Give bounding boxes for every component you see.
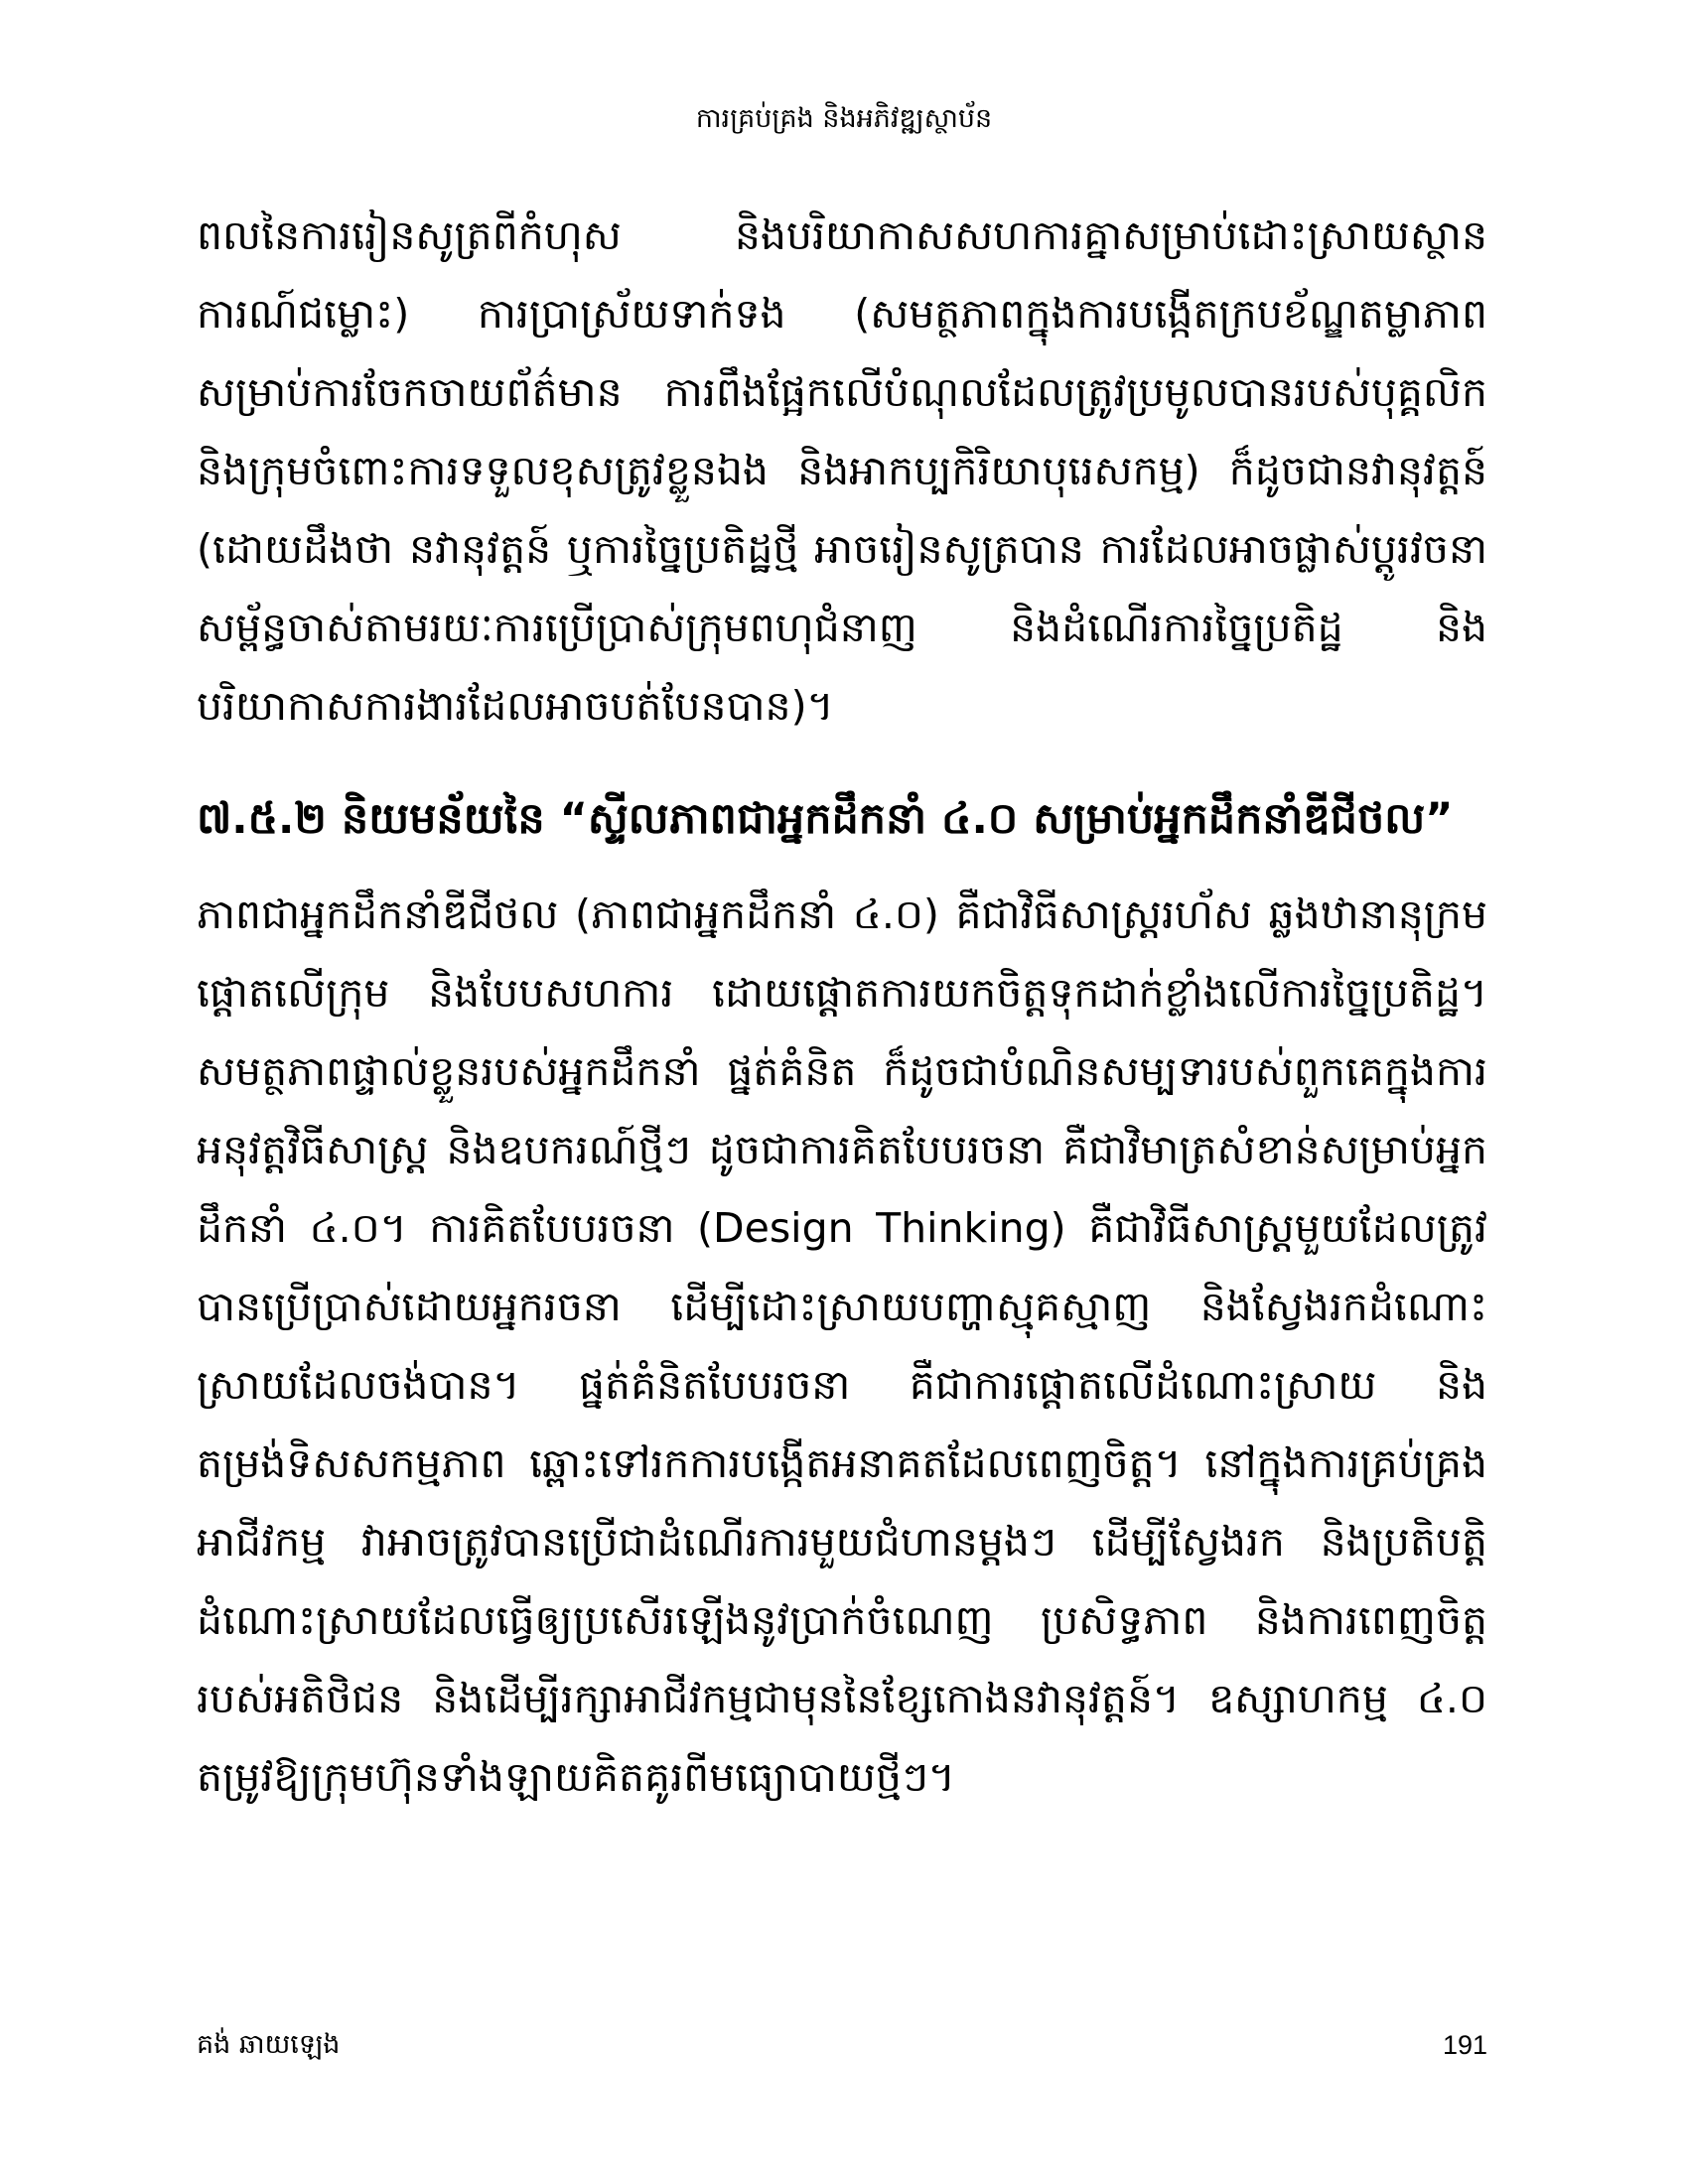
footer-author: គង់ ឆាយឡេង [197,2029,341,2060]
section-heading: ៧.៥.២ និយមន័យនៃ “ស្ទីលភាពជាអ្នកដឹកនាំ ៤.០ សម្រាប់អ្នកដឹកនាំឌីជីថល” [197,794,1454,844]
body-paragraph-1 [197,197,1487,746]
page-footer [197,2025,1487,2065]
paragraph-text: ពលនៃការរៀនសូត្រពីកំហុស និងបរិយាកាសសហការគ្នាសម្រាប់ដោះស្រាយស្ថានការណ៍ជម្លោះ) ការប្រាស្រ័យទាក់ទង (សមត្ថភាពក្នុងការបង្កើតក្របខ័ណ្ឌតម្លាភាពសម្រាប់ការចែកចាយព័ត៌មាន ការពឹងផ្អែកលើបំណុលដែលត្រូវប្រមូលបានរបស់បុគ្គលិក និងក្រុមចំពោះការទទួលខុសត្រូវខ្លួនឯង និងអាកប្បកិរិយាបុរេសកម្ម) ក៏ដូចជានវានុវត្តន៍ (ដោយដឹងថា នវានុវត្តន៍ ឬការច្នៃប្រតិដ្ឋថ្មី អាចរៀនសូត្របាន ការដែលអាចផ្លាស់ប្តូរវចនាសម្ព័ន្ធចាស់តាមរយៈការប្រើប្រាស់ក្រុមពហុជំនាញ និងដំណើរការច្នៃប្រតិដ្ឋ និងបរិយាកាសការងារដែលអាចបត់បែនបាន)។ [197,211,1487,730]
paragraph-text: ភាពជាអ្នកដឹកនាំឌីជីថល (ភាពជាអ្នកដឹកនាំ ៤.០) គឺជាវិធីសាស្ត្ររហ័ស ឆ្លងឋានានុក្រម ផ្តោតលើក្រុម និងបែបសហការ ដោយផ្តោតការយកចិត្តទុកដាក់ខ្លាំងលើការច្នៃប្រតិដ្ឋ។ សមត្ថភាពផ្ទាល់ខ្លួនរបស់អ្នកដឹកនាំ ផ្នត់គំនិត ក៏ដូចជាបំណិនសម្បទារបស់ពួកគេក្នុងការអនុវត្តវិធីសាស្ត្រ និងឧបករណ៍ថ្មីៗ ដូចជាការគិតបែបរចនា គឺជាវិមាត្រសំខាន់សម្រាប់អ្នកដឹកនាំ ៤.០។ ការគិតបែបរចនា (Design Thinking) គឺជាវិធីសាស្ត្រមួយដែលត្រូវបានប្រើប្រាស់ដោយអ្នករចនា ដើម្បីដោះស្រាយបញ្ហាស្មុគស្មាញ និងស្វែងរកដំណោះស្រាយដែលចង់បាន។ ផ្នត់គំនិតបែបរចនា គឺជាការផ្តោតលើដំណោះស្រាយ និងតម្រង់ទិសសកម្មភាព ឆ្ពោះទៅរកការបង្កើតអនាគតដែលពេញចិត្ត។ នៅក្នុងការគ្រប់គ្រងអាជីវកម្ម វាអាចត្រូវបានប្រើជាដំណើរការមួយជំហានម្តងៗ ដើម្បីស្វែងរក និងប្រតិបត្តិដំណោះស្រាយដែលធ្វើឲ្យប្រសើរឡើងនូវប្រាក់ចំណេញ ប្រសិទ្ធភាព និងការពេញចិត្តរបស់អតិថិជន និងដើម្បីរក្សាអាជីវកម្មជាមុននៃខ្សែកោងនវានុវត្តន៍។ ឧស្សាហកម្ម ៤.០ តម្រូវឱ្យក្រុមហ៊ុនទាំងឡាយគិតគូរពីមធ្យោបាយថ្មីៗ។ [197,890,1487,1801]
running-header: ការគ្រប់គ្រង និងអភិវឌ្ឍស្ថាប័ន [695,103,993,134]
body-paragraph-2 [197,876,1487,1817]
page-number: 191 [1442,2030,1487,2060]
